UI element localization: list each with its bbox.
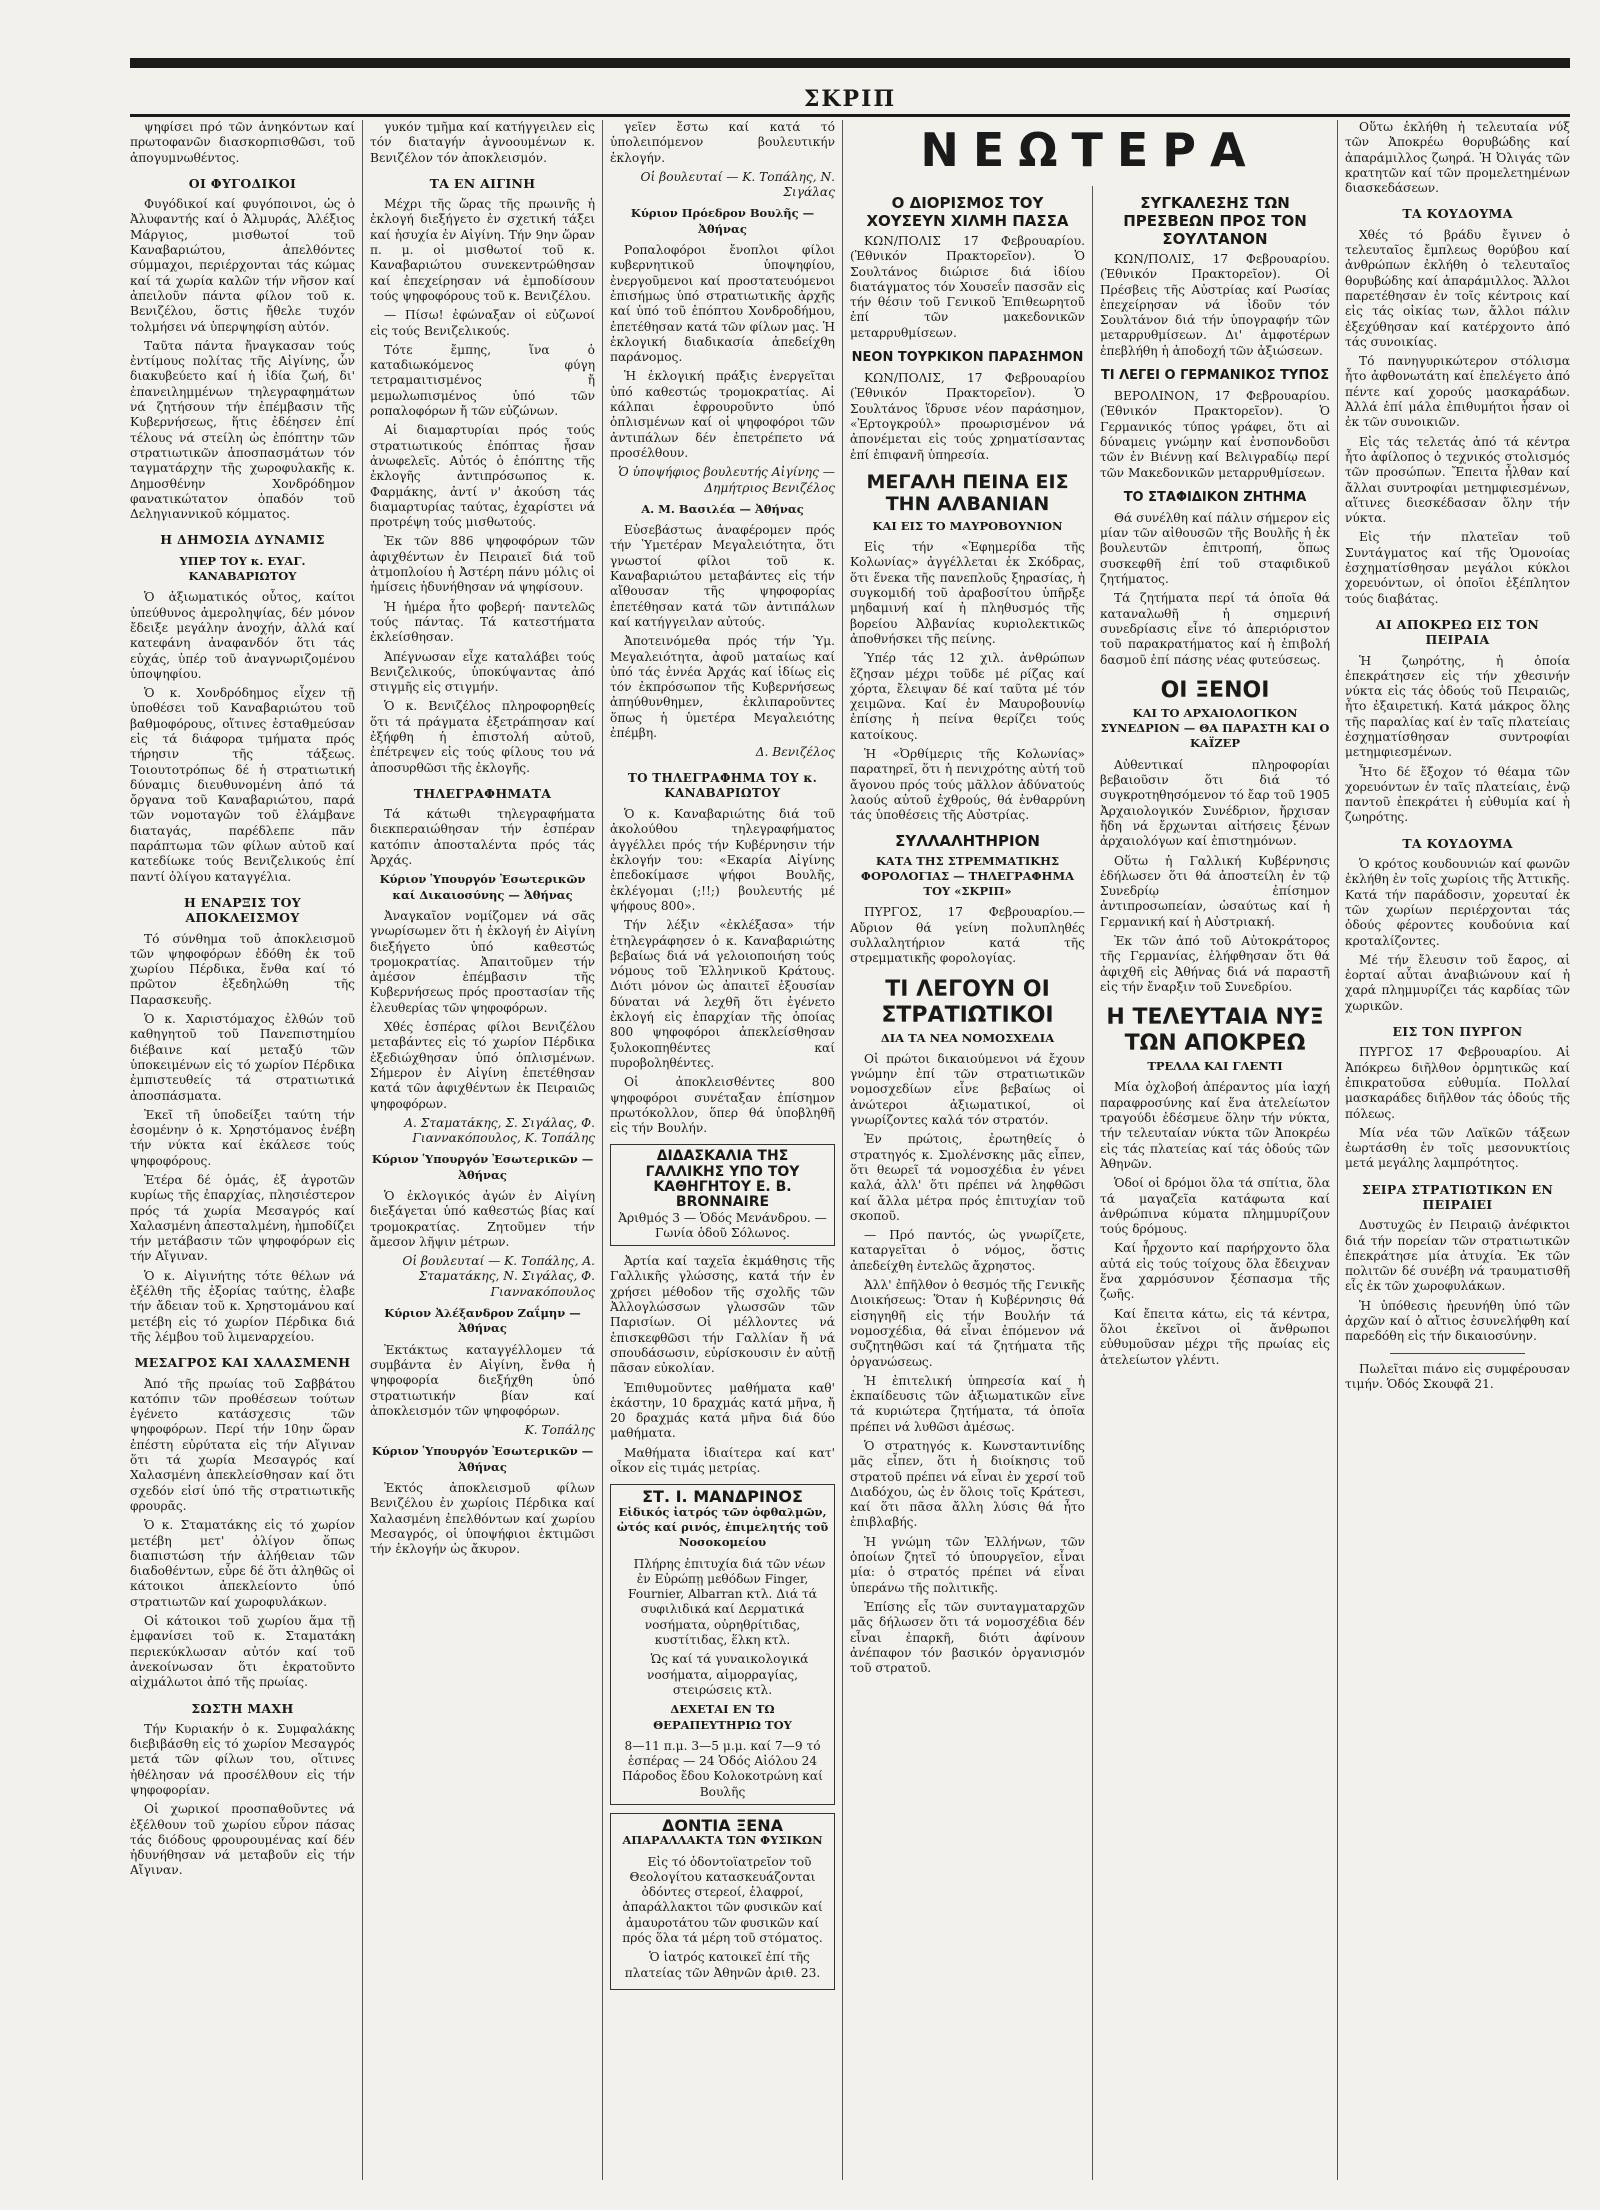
neotera-banner: ΝΕΩΤΕΡΑ	[920, 123, 1260, 177]
paragraph: Ἀρτία καί ταχεῖα ἐκμάθησις τῆς Γαλλικῆς γλώσσης, κατά τήν ἐν χρήσει μέθοδον τῆς σχολῆς τῶν Ἀλλογλώσσων γλωσσῶν τῶν Παρισίων. Οἱ μέλλοντες νά ἐπισκεφθῶσι τήν Γαλλίαν ἤ νά σπουδάσωσιν, εὑρίσκουσιν ἐν αὐτῇ πᾶσαν εὐκολίαν.	[610, 1254, 835, 1376]
paragraph: ΠΥΡΓΟΣ 17 Φεβρουαρίου. Αἱ Ἀπόκρεω διῆλθον ὀρμητικῶς καί ἐπικρατοῦσα εὐθυμία. Πολλαί μασκαράδες διῆλθον τάς ὁδούς τῆς πόλεως.	[1345, 1045, 1570, 1121]
paragraph: Καί ἔπειτα κάτω, εἰς τά κέντρα, ὅλοι ἐκεῖνοι οἱ ἄνθρωποι εὐθυμοῦσαν μέχρι τῆς πρωίας εἰς ἀτελείωτον γλέντι.	[1100, 1306, 1330, 1367]
paragraph: Τό σύνθημα τοῦ ἀποκλεισμοῦ τῶν ψηφοφόρων ἐδόθη ἐκ τοῦ χωρίου Πέρδικα, ἔνθα καί τό πρῶτον ἐξεδηλώθη τῆς Παρασκευῆς.	[130, 931, 355, 1007]
column-rule	[362, 120, 363, 2180]
paragraph: Μία νέα τῶν Λαϊκῶν τάξεων ἐωρτάσθη ἐν τοῖς μεσονυκτίοις μετά μεγάλης λαμπρότητος.	[1345, 1125, 1570, 1171]
paragraph: Ἐκτάκτως καταγγέλλομεν τά συμβάντα ἐν Αἰγίνη, ἔνθα ἡ ψηφοφορία διεξήχθη ὑπό στρατιωτικήν βίαν καί ἀποκλεισμόν τῶν ψηφοφόρων.	[370, 1342, 595, 1418]
ad-hours: 8—11 π.μ. 3—5 μ.μ. καί 7—9 τό ἑσπέρας — 24 Ὁδός Αἰόλου 24	[624, 1738, 821, 1769]
signature: Οἱ βουλευταί — Κ. Τοπάλης, Ν. Σιγάλας	[640, 169, 835, 200]
section-heading: Η ΔΗΜΟΣΙΑ ΔΥΝΑΜΙΣ	[160, 532, 325, 548]
paragraph: ΒΕΡΟΛΙΝΟΝ, 17 Φεβρουαρίου. (Ἐθνικόν Πρακτορεῖον). Ὁ Γερμανικός τύπος γράφει, ὅτι αἱ δύναμεις γνώμην καί ἐνσπονδοῦσι τῶν ἐν Βιέννῃ καί Βελιγραδίῳ περί τῶν Μακεδονικῶν μεταρρυθμίσεων.	[1100, 389, 1330, 480]
headline: ΤΙ ΛΕΓΕΙ Ο ΓΕΡΜΑΝΙΚΟΣ ΤΥΠΟΣ	[1100, 368, 1330, 384]
paragraph: Ἡ ἐπιτελική ὑπηρεσία καί ἡ ἐκπαίδευσις τῶν ἀξιωματικῶν εἶνε τά κυριώτερα ζητήματα, τά ὁποῖα πρέπει νά λυθῶσι ἀμέσως.	[850, 1373, 1085, 1434]
paragraph: Ὁ κ. Βενιζέλος πληροφορηθείς ὅτι τά πράγματα ἐξετράπησαν καί ἐξήφθη ἡ ἐπιστολή αὐτοῦ, ἐπέτρεψεν εἰς τούς φίλους του νά ἀποσυρθῶσι τῆς ἐκλογῆς.	[370, 699, 595, 775]
paragraph: Ἡ γνώμη τῶν Ἑλλήνων, τῶν ὁποίων ζητεῖ τό ὑπουργεῖον, εἶναι μία: ὁ στρατός πρέπει νά εἶναι ὑπεράνω τῆς πολιτικῆς.	[850, 1534, 1085, 1595]
newspaper-page	[130, 120, 1570, 2180]
section-heading: ΕΙΣ ΤΟΝ ΠΥΡΓΟΝ	[1392, 1024, 1523, 1040]
paragraph: Τήν λέξιν «ἐκλέξασα» τήν ἐτηλεγράφησεν ὁ κ. Καναβαριώτης βεβαίως διά νά γελοιοποιήση τούς νόμους τοῦ Ἑλληνικοῦ Κράτους. Διότι μόνον ὡς ἀπαιτεῖ ἐξουσίαν δύναται νά λεχθῆ ὅτι ἐγένετο ἐκλογή εἰς ἐπαρχίαν τῆς ὁποίας 800 ψηφοφόροι ἀπεκλείσθησαν ξυλοκοπηθέντες καί πυροβοληθέντες.	[610, 918, 835, 1070]
paragraph: Ἡ «Ὀρθίμερις τῆς Κολωνίας» παρατηρεῖ, ὅτι ἡ πενιχρότης αὐτή τοῦ ἄγονου πρός τούς μᾶλλον ἀδύνατούς λαούς αὐτοῦ ἐχθρούς, θά ἐνθαρρύνη τάς ὑποθέσεις τῆς Αὐστρίας.	[850, 747, 1085, 823]
headline: ΣΥΓΚΑΛΕΣΗΣ ΤΩΝ ΠΡΕΣΒΕΩΝ ΠΡΟΣ ΤΟΝ ΣΟΥΛΤΑΝΟΝ	[1123, 194, 1307, 248]
paragraph: ΚΩΝ/ΠΟΛΙΣ, 17 Φεβρουαρίου. (Ἐθνικόν Πρακτορεῖον). Οἱ Πρέσβεις τῆς Αὐστρίας καί Ρωσίας ἐπεχείρησαν νά ἰδοῦν τόν Σουλτάνον διά τήν ὑπογραφήν τῶν μεταρρυθμίσεων. Δι' ἀμφοτέρων ἐπεβλήθη ἡ ἀποδοχή τῶν ἀξιώσεων.	[1100, 252, 1330, 358]
headline: Η ΤΕΛΕΥΤΑΙΑ ΝΥΞ ΤΩΝ ΑΠΟΚΡΕΩ	[1106, 1005, 1324, 1057]
paragraph: Ἐκτός ἀποκλεισμοῦ φίλων Βενιζέλου ἐν χωρίοις Πέρδικα καί Χαλασμένη ἐπελθόντων καί χωρίου Μεσαγρός, οἱ ὑποψήφιοι ἐκτιμῶσι τήν ἐκλογήν ὡς ἄκυρον.	[370, 1481, 595, 1557]
column-rule	[602, 120, 603, 2180]
paragraph: Ὁ ἐκλογικός ἀγών ἐν Αἰγίνη διεξάγεται ὑπό καθεστώς βίας καί τρομοκρατίας. Ζητοῦμεν τήν ἄμεσον λῆψιν μέτρων.	[370, 1189, 595, 1249]
paragraph: Οἱ ἀποκλεισθέντες 800 ψηφοφόροι συνέταξαν ἐπίσημον πρωτόκολλον, ὅπερ θά ὑποβληθῆ εἰς τήν Βουλήν.	[610, 1075, 835, 1136]
section-heading: ΟΙ ΦΥΓΟΔΙΚΟΙ	[188, 175, 297, 191]
headline: ΟΙ ΞΕΝΟΙ	[1160, 677, 1270, 703]
section-subheading: ΚΑΤΑ ΤΗΣ ΣΤΡΕΜΜΑΤΙΚΗΣ ΦΟΡΟΛΟΓΙΑΣ — ΤΗΛΕΓΡΑΦΗΜΑ ΤΟΥ «ΣΚΡΙΠ»	[860, 853, 1075, 899]
headline: ΜΕΓΑΛΗ ΠΕΙΝΑ ΕΙΣ ΤΗΝ ΑΛΒΑΝΙΑΝ	[866, 470, 1069, 515]
section-heading: ΤΗΛΕΓΡΑΦΗΜΑΤΑ	[413, 785, 552, 801]
paragraph: Ταῦτα πάντα ἤναγκασαν τούς ἐντίμους πολίτας τῆς Αἰγίνης, ὧν διακυβεύετο καί ἡ ἰδία ζωή, δι' ἐπανειλημμένων τηλεγραφημάτων νά ζητήσουν τήν ἐπέμβασιν τῆς Κυβερνήσεως, ἥτις ἐδέησεν ἐπί τέλους νά στείλη ὡς ἐπόπτην τῶν στρατιωτικῶν ἀποσπασμάτων τόν ταγματάρχην τῆς χωροφυλακῆς κ. Δημοσθένην Χονδρόδημον φανατικώτατον ὀπαδόν τοῦ Δεληγιαννικοῦ κόμματος.	[130, 338, 355, 522]
signature: Δ. Βενιζέλος	[755, 745, 835, 760]
top-rule	[130, 58, 1570, 68]
paragraph: Ἡ ὑπόθεσις ἠρευνήθη ὑπό τῶν ἀρχῶν καί ὁ αἴτιος ἐσυνελήφθη καί παρεδόθη εἰς τήν δικαιοσύνην.	[1345, 1298, 1570, 1344]
paragraph: Ἡ ζωηρότης, ἡ ὁποία ἐπεκράτησεν εἰς τήν χθεσινήν νύκτα εἰς τάς ὁδούς τοῦ Πειραιῶς, ἦτο ἐξαιρετική. Κατά μάκρος ὅλης τῆς παραλίας καί ἐν ταῖς πλατείαις ἐσχηματίσθησαν συντροφίαι μετημφιεσμένων.	[1345, 653, 1570, 760]
paragraph: Ἦτο δέ ἔξοχον τό θέαμα τῶν χορευόντων ἐν ταῖς πλατείαις, ἐνῷ παντοῦ ἐπεκράτει ἡ εὐθυμία καί ἡ ζωηρότης.	[1345, 764, 1570, 825]
paragraph: Οἱ χωρικοί προσπαθοῦντες νά ἐξέλθουν τοῦ χωρίου εὗρον πάσας τάς διόδους φρουρουμένας καί δέν ἠδυνήθησαν νά μεταβοῦν εἰς τήν Αἴγιναν.	[130, 1802, 355, 1878]
paragraph: Ἡ ἐκλογική πράξις ἐνεργεῖται ὑπό καθεστώς τρομοκρατίας. Αἱ κάλπαι ἐφρουροῦντο ὑπό ὁπλισμένων καί οἱ ψηφοφόροι τῶν ἀντιπάλων δέν ἐπετρέπετο νά προσέλθουν.	[610, 369, 835, 460]
section-heading: ΣΩΣΤΗ ΜΑΧΗ	[191, 1700, 294, 1716]
ad-subtitle: ΑΠΑΡΑΛΛΑΚΤΑ ΤΩΝ ΦΥΣΙΚΩΝ	[622, 1833, 823, 1848]
paragraph: Δυστυχῶς ἐν Πειραιῷ ἀνέφικτοι διά τήν πορείαν τῶν στρατιωτικῶν ἐπεκράτησε μία ἀτυχία. Ἐκ τῶν πολιτῶν δέ συνέβη νά τραυματισθῆ εἷς ἐκ τῶν χωροφυλάκων.	[1345, 1218, 1570, 1294]
paragraph: Ὁ ἀξιωματικός οὗτος, καίτοι ὑπεύθυνος ἀμεροληψίας, δέν μόνον ἔδειξε μεγάλην ἀνοχήν, ἀλλά καί κατεφάνη ἀναφανδόν ὅτι τάς εὐχάς, ὑπέρ τοῦ ἀναγνωριζομένου ὑποψηφίου.	[130, 590, 355, 681]
column-2	[370, 120, 595, 2180]
paragraph: Ὁ κρότος κουδουνιών καί φωνῶν ἐκλήθη ἐν τοῖς χωρίοις τῆς Ἀττικῆς. Κατά τήν παράδοσιν, χορευταί ἐκ τῶν χωρίων περιέρχονται τάς ὁδούς φέροντες κουδούνια καί κροταλίζοντες.	[1345, 857, 1570, 948]
ad-title: ΔΟΝΤΙΑ ΞΕΝΑ	[661, 1815, 783, 1835]
column-rule	[1337, 120, 1338, 2180]
paragraph: ΠΥΡΓΟΣ, 17 Φεβρουαρίου.— Αὔριον θά γείνη πολυπληθές συλλαλητήριον κατά τῆς στρεμματικῆς φορολογίας.	[850, 905, 1085, 966]
paragraph: ψηφίσει πρό τῶν ἀνηκόντων καί πρωτοφανῶν διασκορπισθῶσι, τοῦ ἀπογυμνωθέντος.	[130, 120, 355, 165]
ad-address: Πάροδος ἔδου Κολοκοτρώνη καί Βουλῆς	[622, 1769, 823, 1799]
paragraph: Ἐκ τῶν 886 ψηφοφόρων τῶν ἀφιχθέντων ἐν Πειραιεῖ διά τοῦ ἀτμοπλοίου ἡ Ἀστέρη πάνυ μόλις οἱ ἡμίσεις ἠδυνήθησαν νά ψηφίσουν.	[370, 534, 595, 595]
signature: Α. Σταματάκης, Σ. Σιγάλας, Φ. Γιαννακόπουλος, Κ. Τοπάλης	[404, 1115, 595, 1146]
paragraph: Αὐθεντικαί πληροφορίαι βεβαιοῦσιν ὅτι διά τό συγκροτηθησόμενον τό ἔαρ τοῦ 1905 Ἀρχαιολογικόν Συνέδριον, ἤρχισαν ἤδη νά ἔρχωνται αἰτήσεις ξένων ἀρχαιολόγων καί ἐπιστημόνων.	[1100, 757, 1330, 849]
paragraph: γυκόν τμῆμα καί κατήγγειλεν εἰς τόν διαταγήν ἀγνοουμένων κ. Βενιζέλον τόν ἀποκλεισμόν.	[370, 120, 595, 165]
ad-title: ΣΤ. Ι. ΜΑΝΔΡΙΝΟΣ	[642, 1487, 803, 1507]
column-6	[1345, 120, 1570, 2180]
paragraph: Τά κάτωθι τηλεγραφήματα διεκπεραιώθησαν τήν ἐσπέραν κατόπιν ἀποσταλέντα πρός τάς Ἀρχάς.	[370, 807, 595, 868]
section-subheading: ΤΡΕΛΛΑ ΚΑΙ ΓΛΕΝΤΙ	[1147, 1059, 1283, 1074]
section-subheading: ΔΙΑ ΤΑ ΝΕΑ ΝΟΜΟΣΧΕΔΙΑ	[880, 1030, 1055, 1045]
section-subheading: ΥΠΕΡ ΤΟΥ κ. ΕΥΑΓ. ΚΑΝΑΒΑΡΙΩΤΟΥ	[179, 553, 306, 584]
column-rule	[1092, 186, 1093, 2180]
signature: Οἱ βουλευταί — Κ. Τοπάλης, Α. Σταματάκης, Ν. Σιγάλας, Φ. Γιαννακόπουλος	[402, 1254, 595, 1299]
column-3	[610, 120, 835, 2180]
paragraph: Ἐκ τῶν ἀπό τοῦ Αὐτοκράτορος τῆς Γερμανίας, ἐλήφθησαν ὅτι θά ἀφιχθῆ εἰς Ἀθήνας διά νά παραστῆ εἰς τήν ἔναρξιν τοῦ Συνεδρίου.	[1100, 933, 1330, 994]
headline: ΣΥΛΛΑΛΗΤΗΡΙΟΝ	[895, 831, 1040, 850]
paragraph: Τότε ἔμπης, ἵνα ὁ καταδιωκόμενος φύγη τετραμαιτισμένος ἤ μεμωλωπισμένος ὑπό τῶν ροπαλοφόρων ἤ τῶν εὐζώνων.	[370, 342, 595, 419]
ad-french-lessons	[610, 1144, 835, 1246]
signature: Ὁ ὑποψήφιος βουλευτής Αἰγίνης — Δημήτριος Βενιζέλος	[618, 465, 835, 495]
paragraph: ΚΩΝ/ΠΟΛΙΣ 17 Φεβρουαρίου. (Ἐθνικόν Πρακτορεῖον). Ὁ Σουλτάνος διώρισε διά ἰδίου διατάγματος τόν Χουσεΐν πασσᾶν εἰς τήν θέσιν τοῦ Γενικοῦ Ἐπιθεωρητοῦ ἐπί τῶν μακεδονικῶν μεταρρυθμίσεων.	[850, 234, 1085, 340]
section-heading: ΤΟ ΤΗΛΕΓΡΑΦΗΜΑ ΤΟΥ κ. ΚΑΝΑΒΑΡΙΩΤΟΥ	[627, 770, 818, 800]
headline: ΝΕΟΝ ΤΟΥΡΚΙΚΟΝ ΠΑΡΑΣΗΜΟΝ	[851, 350, 1084, 366]
paragraph: Χθές ἑσπέρας φίλοι Βενιζέλου μεταβάντες εἰς τό χωρίον Πέρδικα ἐξεδιώχθησαν ὑπό ὁπλισμένων. Σήμερον ἐν Αἰγίνη ἐπετέθησαν κατά τῶν ἀφιχθέντων ἐκ Πειραιῶς ψηφοφόρων.	[370, 1020, 595, 1111]
paragraph: Εἰς τήν «Ἐφημερίδα τῆς Κολωνίας» ἀγγέλλεται ἐκ Σκόδρας, ὅτι ἕνεκα τῆς πανεπλοῦς ξηρασίας, ἡ συγκομιδή τοῦ ἀραβοσίτου ὑπῆρξε μηδαμινή καί ἡ πληθυσμός τῆς βορείου Ἀλβανίας κυριολεκτικῶς ἀποθνήσκει τῆς πείνης.	[850, 540, 1085, 646]
ad-doctor	[610, 1484, 835, 1805]
paragraph: Ὁ κ. Καναβαριώτης διά τοῦ ἀκολούθου τηλεγραφήματος ἀγγέλλει πρός τήν Κυβέρνησιν τήν ἐκλογήν του: «Εκαρία Αἰγίνης ἐπεδοκίμασε ψήφοι Βουλῆς, ἐκλέγομαι (;!!;) βουλευτής μέ ψήφους 800».	[610, 807, 835, 913]
ad-address: Ἀριθμός 3 — Ὁδός Μενάνδρου. — Γωνία ὁδοῦ Σόλωνος.	[618, 1210, 827, 1240]
paragraph: — Πίσω! ἐφώναξαν οἱ εὐζωνοί εἰς τούς Βενιζελικούς.	[370, 308, 595, 338]
paragraph: Ὡς καί τά γυναικολογικά νοσήματα, αἱμορραγίας, στειρώσεις κτλ.	[646, 1652, 809, 1697]
paragraph: Ἐπίσης εἷς τῶν συνταγματαρχῶν μᾶς δήλωσεν ὅτι τά νομοσχέδια δέν εἶναι ἐπαρκῆ, διότι ἀφίνουν ἀνέπαφον τόν βασικόν ὀργανισμόν τοῦ στρατοῦ.	[850, 1599, 1085, 1676]
paragraph: Καί ἦρχοντο καί παρήρχοντο ὅλα αὐτά εἰς τούς τοίχους ὅλα ἔδειχναν ἕνα χαρμόσυνον ξέσπασμα τῆς ζωῆς.	[1100, 1241, 1330, 1302]
telegram-recipient: Κύριον Ὑπουργόν Ἐσωτερικῶν — Ἀθήνας	[371, 1152, 594, 1182]
paragraph: Ὁ κ. Αἰγινήτης τότε θέλων νά ἐξέλθη τῆς ἐξορίας ταύτης, ἐλαβε τήν ἄδειαν τοῦ κ. Χρηστομάνου καί μετέβη εἰς τό χωρίον Πέρδικα διά τῆς λέμβου τοῦ λιμεναρχείου.	[130, 1268, 355, 1344]
classified-ad: Πωλεῖται πιάνο εἰς συμφέρουσαν τιμήν. Ὁδός Σκουφᾶ 21.	[1345, 1361, 1570, 1391]
paragraph: Τά ζητήματα περί τά ὁποῖα θά καταναλωθῆ ἡ σημερινή συνεδρίασις εἶνε τό ἀπεριόριστον τοῦ παρακρατήματος καί ἡ ἐπιβολή δασμοῦ ἐπί πάσης νέας φυτεύσεως.	[1100, 591, 1330, 667]
headline: ΤΟ ΣΤΑΦΙΔΙΚΟΝ ΖΗΤΗΜΑ	[1123, 489, 1307, 505]
paragraph: Ἐν πρώτοις, ἐρωτηθείς ὁ στρατηγός κ. Σμολένσκης μᾶς εἶπεν, ὅτι θεωρεῖ τά νομοσχέδια ἐν γένει καλά, ἀλλ' ὅτι πρέπει νά ληφθῶσι καί ἄλλα μέτρα πρός ἐπιτυχίαν τοῦ σκοποῦ.	[850, 1132, 1085, 1223]
divider	[1390, 1353, 1525, 1354]
paragraph: Μέ τήν ἔλευσιν τοῦ ἔαρος, αἱ ἑορταί αὗται ἀναβιώνουν καί ἡ χαρά πλημμυρίζει τάς καρδίας τῶν χωρικῶν.	[1345, 952, 1570, 1013]
paragraph: Ροπαλοφόροι ἔνοπλοι φίλοι κυβερνητικοῦ ὑποψηφίου, ἐνεργοῦμενοι καί προστατευόμενοι ἐπισήμως ὑπό στρατιωτικῆς ἀρχῆς καί ὑπό τοῦ ἐπόπτου Χονδροδήμου, ἐπετέθησαν κατά τῶν φίλων μας. Ἡ ἐκλογική διαδικασία ἀπεδείχθη παράνομος.	[610, 243, 835, 365]
paragraph: Ὁ κ. Χονδρόδημος εἶχεν τῇ ὑποθέσει τοῦ Καναβαριώτου τοῦ βαθμοφόρους, οἵτινες ἐσταθμεύσαν εἰς τά διάφορα τμήματα πρός τήρησιν τῆς τάξεως. Τοιουτοτρόπως δέ ἡ στρατιωτική δύναμις διευθυνομένη ἀπό τά ὄργανα τοῦ Καναβαριώτου, παρά τῶν νομοταγῶν τοῦ ἐλάμβανε διαταγάς, παρέδλεπε πᾶν παράπτωμα τῶν φίλων αὐτοῦ καί κατεδίωκε τούς Βενιζελικούς ἐπί παντί ὀλίγου καταγγέλια.	[130, 686, 355, 884]
section-heading: ΤΑ ΕΝ ΑΙΓΙΝΗ	[429, 175, 536, 191]
telegram-recipient: Α. Μ. Βασιλέα — Ἀθήνας	[641, 501, 804, 516]
paragraph: Θά συνέλθη καί πάλιν σήμερον εἰς μίαν τῶν αἰθουσῶν τῆς Βουλῆς ἡ ἐκ βουλευτῶν ἐπιτροπή, ὅπως συσκεφθῆ ἐπί τοῦ σταφιδικοῦ ζητήματος.	[1100, 510, 1330, 587]
paragraph: Ἑτέρα δέ ὁμάς, ἐξ ἀγροτῶν κυρίως τῆς ἐπαρχίας, πλησιέστερον πρός τά χωρία Μεσαγρός καί Χαλασμένη ἀπεσταλμένη, ἠμποδίζει τήν μετάβασιν τῶν ψηφοφόρων εἰς τήν Αἴγιναν.	[130, 1173, 355, 1264]
column-rule	[842, 120, 843, 2180]
paragraph: Ἀποτεινόμεθα πρός τήν Ὑμ. Μεγαλειότητα, ἀφοῦ ματαίως καί ὑπό τάς ἐννέα Ἀρχάς καί ἰδίως εἰς τόν ἐκπρόσωπον τῆς Κυβερνήσεως ἀπηύθυνθημεν, ἐκλιπαροῦντες ὅπως ἡ ὑμετέρα Μεγαλειότης ἐπέμβη.	[610, 634, 835, 740]
ad-hours-title: ΔΕΧΕΤΑΙ ΕΝ ΤΩ ΘΕΡΑΠΕΥΤΗΡΙΩ ΤΟΥ	[653, 1702, 792, 1732]
column-5	[1100, 186, 1330, 2180]
column-4	[850, 186, 1085, 2180]
paragraph: Μία ὀχλοβοή ἀπέραντος μία ἰαχή παραφροσύνης καί ἕνα ἀτελείωτον τραγούδι ἐδέσμευε ὅλην τήν νύκτα, τήν τελευταίαν νύκτα τῶν Ἀποκρέω εἰς τάς πλατείας καί τάς ὁδούς τῶν Ἀθηνῶν.	[1100, 1080, 1330, 1171]
paragraph: Ὁ στρατηγός κ. Κωνσταντινίδης μᾶς εἶπεν, ὅτι ἡ διοίκησις τοῦ στρατοῦ πρέπει νά εἶναι ἐν χερσί τοῦ Διαδόχου, ὡς ἐν ὅλοις τοῖς Κράτεσι, καί ὅτι πᾶσα ἄλλη λύσις θά ἦτο ἐπιβλαβής.	[850, 1439, 1085, 1530]
headline: ΤΙ ΛΕΓΟΥΝ ΟΙ ΣΤΡΑΤΙΩΤΙΚΟΙ	[881, 976, 1054, 1028]
paragraph: Τό πανηγυρικώτερον στόλισμα ἦτο ἀφθονωτάτη καί ἐπελέγετο ἀπό πέντε καί χορούς μασκαράδων. Ἀλλά ἐπί μάλα ἐπιθυμήτοι ἦσαν οἱ ἐκ τῶν συνοικιῶν.	[1345, 354, 1570, 430]
paragraph: Οὕτω ἐκλήθη ἡ τελευταία νύξ τῶν Ἀποκρέω θορυβώδης καί ἀπαράμιλλος ζωηρά. Ἡ Ὀλιγάς τῶν κρατητῶν καί τῶν προμελετημένων διασκεδάσεων.	[1345, 120, 1570, 196]
signature: Κ. Τοπάλης	[524, 1423, 595, 1438]
paragraph: Ἀπέγνωσαν εἶχε καταλάβει τούς Βενιζελικούς, ὑποκύψαντας ἀπό στιγμῆς εἰς στιγμήν.	[370, 649, 595, 695]
paragraph: Ἀναγκαῖον νομίζομεν νά σᾶς γνωρίσωμεν ὅτι ἡ ἐκλογή ἐν Αἰγίνη διεξήγετο ὑπό καθεστώς τρομοκρατίας. Ἀπαιτοῦμεν τήν ἀμέσον ἐπέμβασιν τῆς Κυβερνήσεως πρός προστασίαν τῆς ἐλευθερίας τῶν ψηφοφόρων.	[370, 908, 595, 1015]
paragraph: Αἱ διαμαρτυρίαι πρός τούς στρατιωτικούς ἐπόπτας ἦσαν ἀνωφελεῖς. Αὐτός ὁ ἐπόπτης τῆς ἐκλογῆς ἀντιπρόσωπος κ. Φαρμάκης, ἀντί ν' ἀκούση τάς διαμαρτυρίας ταύτας, ἐχαρίστει νά προτρέψη τούς μισθωτούς.	[370, 423, 595, 530]
paragraph: γεῖεν ἔστω καί κατά τό ὑπολειπόμενον βουλευτικήν ἐκλογήν.	[610, 120, 835, 165]
paragraph: Μέχρι τῆς ὥρας τῆς πρωινῆς ἡ ἐκλογή διεξήγετο ἐν σχετική τάξει καί ἡσυχία ἐν Αἰγίνη. Τήν 9ην ὥραν π. μ. οἱ μισθωτοί τοῦ κ. Καναβαριώτου συνεκεντρώθησαν καί ἐπεχείρησαν νά ἐμποδίσουν τούς ψηφοφόρους τοῦ κ. Βενιζέλου.	[370, 197, 595, 303]
section-subheading: ΚΑΙ ΕΙΣ ΤΟ ΜΑΥΡΟΒΟΥΝΙΟΝ	[872, 518, 1063, 533]
paragraph: Εἰς τό ὀδοντοϊατρεῖον τοῦ Θεολογίτου κατασκευάζονται ὀδόντες στερεοί, ἐλαφροί, ἀπαράλλακτοι τῶν φυσικῶν καί ἀμαυροτάτου τῶν φυσικῶν καί πρός ὅλα τά μέρη τοῦ στόματος.	[622, 1854, 823, 1946]
telegram-recipient: Κύριον Πρόεδρον Βουλῆς — Ἀθήνας	[630, 206, 815, 236]
paragraph: Ἀπό τῆς πρωίας τοῦ Σαββάτου κατόπιν τῶν προθέσεων τούτων ἐγένετο κατάσχεσις τῶν ψηφοφόρων. Περί τήν 10ην ὥραν ἐπέστη εὐρύτατα εἰς τήν Αἴγιναν ὅτι τά χωρία Μεσαγρός καί Χαλασμένη ἀπεκλείσθησαν καί ὅτι σχεδόν εἰσί ὑπό τῆς στρατιωτικῆς φρουρᾶς.	[130, 1376, 355, 1513]
section-heading: Η ΕΝΑΡΞΙΣ ΤΟΥ ΑΠΟΚΛΕΙΣΜΟΥ	[183, 894, 302, 926]
paragraph: Οὕτω ἡ Γαλλική Κυβέρνησις ἐδήλωσεν ὅτι θά ἀποστείλη ἐν τῷ Συνεδρίῳ ἐπίσημον ἀντιπροσωπείαν, ὡσαύτως καί ἡ Γερμανική καί ἡ Αὐστριακή.	[1100, 853, 1330, 929]
newspaper-title: ΣΚΡΙΠ	[803, 86, 897, 112]
section-heading: ΜΕΣΑΓΡΟΣ ΚΑΙ ΧΑΛΑΣΜΕΝΗ	[134, 1355, 351, 1371]
paragraph: Οἱ πρώτοι δικαιούμενοι νά ἔχουν γνώμην ἐπί τῶν στρατιωτικῶν νομοσχεδίων εἶνε βεβαίως οἱ ἀνώτεροι ἀξιωματικοί, οἱ γνωρίζοντες καλά τόν στρατόν.	[850, 1051, 1085, 1128]
masthead	[130, 86, 1570, 117]
telegram-recipient: Κύριον Ὑπουργόν Ἐσωτερικῶν — Ἀθήνας	[371, 1444, 594, 1474]
paragraph: Εἰς τήν πλατεῖαν τοῦ Συντάγματος καί τῆς Ὁμονοίας ἐσχηματίσθησαν μεγάλοι κύκλοι χορευόντων, οἱ ὁποῖοι ἐξέπλητον τούς διαβάτας.	[1345, 530, 1570, 606]
paragraph: Ὁ κ. Σταματάκης εἰς τό χωρίον μετέβη μετ' ὀλίγον ὅπως διαπιστώση τήν ἀλήθειαν τῶν διαδοθέντων, εὗρε δέ ὅτι ἀληθῶς οἱ κάτοικοι ἀπεκλείοντο ὑπό στρατιωτῶν καί χωροφυλάκων.	[130, 1518, 355, 1609]
section-heading: ΤΑ ΚΟΥΔΟΥΜΑ	[1402, 206, 1513, 222]
paragraph: Ὑπέρ τάς 12 χιλ. ἀνθρώπων ἔζησαν μέχρι τοῦδε μέ ρίζας καί χόρτα, ἔλειψαν δέ καί ταῦτα μέ τόν χειμῶνα. Καί ἐν Μαυροβουνίῳ ἐπίσης ἡ πείνα θερίζει τούς κατοίκους.	[850, 651, 1085, 742]
paragraph: Φυγόδικοί καί φυγόποινοι, ὡς ὁ Ἀλυφαντής καί ὁ Ἀλμυράς, Ἀλέξιος Μάργιος, μισθωτοί τοῦ Καναβαριώτου, ἀπελθόντες σύμμαχοι, περιέρχονται τάς κώμας καί τά χωρία καλῶν τήν νῆσον καί ἀπειλοῦν πάντα φίλον τοῦ κ. Βενιζέλου, ὅστις ἤθελε τυχόν τολμήσει νά ὑπερψηφίση αὐτόν.	[130, 197, 355, 334]
paragraph: Ὁδοί οἱ δρόμοι ὅλα τά σπίτια, ὅλα τά μαγαζεῖα κατάφωτα καί ἀνθρώπινα κύματα πλημμυρίζουν τούς δρόμους.	[1100, 1176, 1330, 1237]
paragraph: Ὁ κ. Χαριστόμαχος ἐλθών τοῦ καθηγητοῦ τοῦ Πανεπιστημίου διέβαινε καί μεταξύ τῶν ὑποκειμένων εἰς τό χωρίον Πέρδικα ἐμπιστευθείς τά στρατιωτικά ἀποσπάσματα.	[130, 1012, 355, 1103]
ad-dentures	[610, 1813, 835, 1990]
section-subheading: ΚΑΙ ΤΟ ΑΡΧΑΙΟΛΟΓΙΚΟΝ ΣΥΝΕΔΡΙΟΝ — ΘΑ ΠΑΡΑΣΤΗ ΚΑΙ Ο ΚΑΪΖΕΡ	[1100, 705, 1330, 751]
section-heading: ΤΑ ΚΟΥΔΟΥΜΑ	[1402, 835, 1513, 851]
paragraph: Τήν Κυριακήν ὁ κ. Συμφαλάκης διεβιβάσθη εἰς τό χωρίον Μεσαγρός μετά τῶν φίλων του, οἵτινες ἠθέλησαν νά προσέλθουν εἰς τήν ψηφοφορίαν.	[130, 1721, 355, 1797]
paragraph: Εὐσεβάστως ἀναφέρομεν πρός τήν Ὑμετέραν Μεγαλειότητα, ὅτι γνωστοί φίλοι τοῦ κ. Καναβαριώτου μεταβάντες εἰς τήν αἴθουσαν τῆς ψηφοφορίας ἐπετέθησαν κατά τῶν ἀντιπάλων καί κατήγγειλαν αὐτούς.	[610, 523, 835, 629]
ad-subtitle: Εἰδικός ἰατρός τῶν ὀφθαλμῶν, ὠτός καί ρινός, ἐπιμελητής τοῦ Νοσοκομείου	[616, 1504, 829, 1550]
section-heading: ΑΙ ΑΠΟΚΡΕΩ ΕΙΣ ΤΟΝ ΠΕΙΡΑΙΑ	[1375, 616, 1540, 648]
paragraph: Πλήρης ἐπιτυχία διά τῶν νέων ἐν Εὐρώπῃ μεθόδων Finger, Fournier, Albarran κτλ. Διά τά συφιλιδικά καί Δερματικά νοσήματα, οὐρηθρίτιδας, κυστίτιδας, ἕλκη κτλ.	[628, 1556, 826, 1648]
paragraph: Οἱ κάτοικοι τοῦ χωρίου ἅμα τῇ ἐμφανίσει τοῦ κ. Σταματάκη περιεκύκλωσαν αὐτόν καί τοῦ ἀνεκοίνωσαν ὅτι ἐκρατοῦντο αἰχμάλωτοι ἀπό τῆς πρωίας.	[130, 1614, 355, 1690]
paragraph: Μαθήματα ἰδιαίτερα καί κατ' οἶκον εἰς τιμάς μετρίας.	[610, 1445, 835, 1476]
paragraph: ΚΩΝ/ΠΟΛΙΣ, 17 Φεβρουαρίου (Ἐθνικόν Πρακτορεῖον). Ὁ Σουλτάνος ἵδρυσε νέον παράσημον, «Ἐρτογκρούλ» προωρισμένον νά ἀπονέμεται εἰς τούς χρηματίσαντας ἐπί ἐπιφανῆ ὑπηρεσία.	[850, 371, 1085, 462]
paragraph: Ἡ ἡμέρα ἦτο φοβερή· παντελῶς τούς πάντας. Τά κατεστήματα ἐκλείσθησαν.	[370, 599, 595, 645]
paragraph: Ἀλλ' ἐπῆλθον ὁ θεσμός τῆς Γενικῆς Διοικήσεως: Ὅταν ἡ Κυβέρνησις θά εἰσηγηθῆ εἰς τήν Βουλήν τά νομοσχέδια, θά εἶναι ἐπόμενον νά συζητηθῶσι καί τά ζητήματα τῆς ὀργανώσεως.	[850, 1278, 1085, 1369]
section-heading: ΣΕΙΡΑ ΣΤΡΑΤΙΩΤΙΚΩΝ ΕΝ ΠΕΙΡΑΙΕΙ	[1361, 1181, 1554, 1212]
paragraph: Ἐπιθυμοῦντες μαθήματα καθ' ἑκάστην, 10 δραχμάς κατά μῆνα, ἤ 20 δραχμάς κατά μῆνα διά δύο μαθήματα.	[610, 1380, 835, 1441]
headline: Ο ΔΙΟΡΙΣΜΟΣ ΤΟΥ ΧΟΥΣΕΥΝ ΧΙΛΜΗ ΠΑΣΣΑ	[866, 194, 1069, 230]
paragraph: Ἐκεῖ τῆ ὑποδείξει ταύτη τήν ἐσομένην ὁ κ. Χρηστόμανος ἐνέβη τήν νύκτα καί ἐκάλεσε τούς ψηφοφόρους.	[130, 1107, 355, 1168]
telegram-recipient: Κύριον Ἀλέξανδρον Ζαΐμην — Ἀθήνας	[384, 1306, 581, 1336]
ad-title: ΔΙΔΑΣΚΑΛΙΑ ΤΗΣ ΓΑΛΛΙΚΗΣ ΥΠΟ ΤΟΥ ΚΑΘΗΓΗΤΟΥ Ε. Β. BRONNAIRE	[645, 1148, 800, 1211]
paragraph: Ὁ ἰατρός κατοικεῖ ἐπί τῆς πλατείας τῶν Ἀθηνῶν ἀριθ. 23.	[624, 1950, 821, 1980]
telegram-recipient: Κύριον Ὑπουργόν Ἐσωτερικῶν καί Δικαιοσύνης — Ἀθήνας	[379, 872, 586, 902]
column-1	[130, 120, 355, 2180]
paragraph: — Πρό παντός, ὡς γνωρίζετε, καταργεῖται ὁ νόμος, ὅστις ἀπεδείχθη ἐντελῶς ἄχρηστος.	[850, 1228, 1085, 1273]
news-area	[850, 186, 1330, 2180]
paragraph: Χθές τό βράδυ ἔγινεν ὁ τελευταῖος ἔμπλεως θορύβου καί ἀνθρώπων ἐκλήθη ὁ τελευταῖος θορυβώδης καί ἀπαράμιλλος. Ἄλλοι παρετέθησαν ἐν τοῖς κέντροις καί εἰς τάς οἰκίας των, ἄλλοι πάλιν ἐξεχύθησαν καί κατέρχοντο ἀπό τάς συνοικίας.	[1345, 227, 1570, 349]
paragraph: Εἰς τάς τελετάς ἀπό τά κέντρα ἦτο ἀφίλοπος ὁ τεχνικός στολισμός τῶν προσώπων. Ἔπειτα ἦλθαν καί ἄλλαι συντροφίαι μετημφιεσμένων, αἵτινες διεσκέδασαν ὅλην τήν νύκτα.	[1345, 434, 1570, 526]
